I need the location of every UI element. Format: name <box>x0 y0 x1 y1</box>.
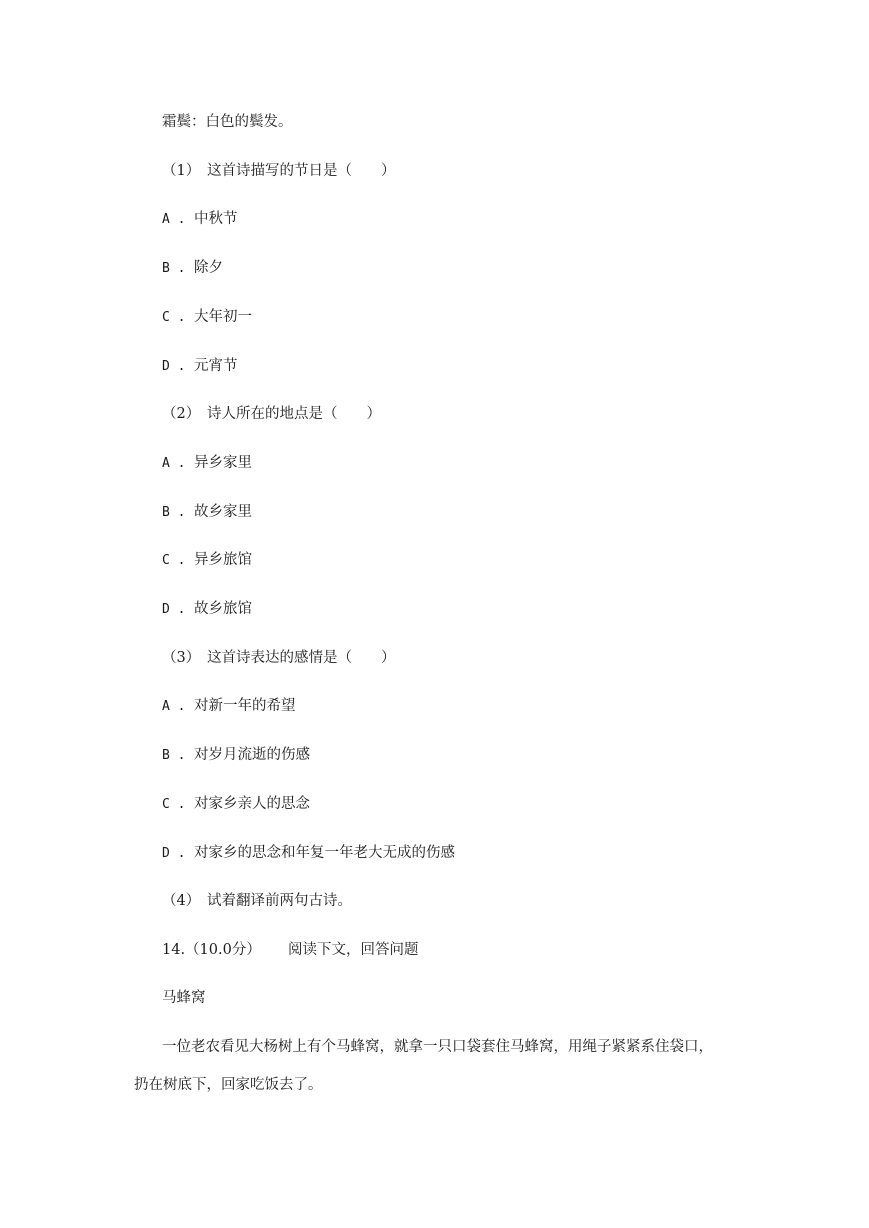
question-3-text: 这首诗表达的感情是（ ） <box>207 650 396 666</box>
option-letter: D . <box>162 602 186 617</box>
question-2-text: 诗人所在的地点是（ ） <box>207 406 381 422</box>
question-2 <box>162 404 381 424</box>
passage-line-2: 扔在树底下，回家吃饭去了。 <box>134 1077 323 1093</box>
option-text: 对家乡亲人的思念 <box>194 796 310 812</box>
question-1-option-d <box>162 356 238 377</box>
question-14-text: 阅读下文，回答问题 <box>288 942 419 958</box>
question-4-text: 试着翻译前两句古诗。 <box>207 893 352 909</box>
question-3-option-a <box>162 696 296 717</box>
question-4-number: （4） <box>162 893 201 909</box>
option-text: 元宵节 <box>194 358 238 374</box>
question-3-option-b <box>162 745 310 766</box>
question-3 <box>162 648 396 668</box>
question-1-option-c <box>162 307 252 328</box>
question-14-number: 14.（10.0分） <box>162 942 261 958</box>
question-2-number: （2） <box>162 406 201 422</box>
option-letter: D . <box>162 359 186 374</box>
option-letter: B . <box>162 505 186 520</box>
question-4 <box>162 891 352 911</box>
option-letter: A . <box>162 212 186 227</box>
option-letter: B . <box>162 261 186 276</box>
option-letter: B . <box>162 748 186 763</box>
option-text: 中秋节 <box>194 211 238 227</box>
option-letter: A . <box>162 699 186 714</box>
question-1-option-b <box>162 258 223 279</box>
option-letter: C . <box>162 310 186 325</box>
passage-title: 马蜂窝 <box>162 990 206 1006</box>
annotation-note: 霜鬓：白色的鬓发。 <box>162 114 293 130</box>
question-1-option-a <box>162 209 238 230</box>
option-letter: A . <box>162 456 186 471</box>
question-3-number: （3） <box>162 650 201 666</box>
passage-line-1: 一位老农看见大杨树上有个马蜂窝，就拿一只口袋套住马蜂窝，用绳子紧紧系住袋口， <box>162 1039 713 1055</box>
question-2-option-b <box>162 502 252 523</box>
option-text: 故乡家里 <box>194 504 252 520</box>
option-text: 大年初一 <box>194 309 252 325</box>
option-text: 异乡旅馆 <box>194 552 252 568</box>
option-text: 对新一年的希望 <box>194 698 296 714</box>
question-2-option-c <box>162 550 252 571</box>
question-2-option-a <box>162 453 252 474</box>
option-text: 对岁月流逝的伤感 <box>194 747 310 763</box>
question-3-option-c <box>162 794 310 815</box>
option-letter: C . <box>162 797 186 812</box>
option-letter: C . <box>162 553 186 568</box>
question-2-option-d <box>162 599 252 620</box>
option-text: 除夕 <box>194 260 223 276</box>
question-1-text: 这首诗描写的节日是（ ） <box>207 163 396 179</box>
option-text: 对家乡的思念和年复一年老大无成的伤感 <box>194 845 455 861</box>
question-1-number: （1） <box>162 163 201 179</box>
option-text: 故乡旅馆 <box>194 601 252 617</box>
question-3-option-d <box>162 843 455 864</box>
option-text: 异乡家里 <box>194 455 252 471</box>
option-letter: D . <box>162 846 186 861</box>
question-14-header <box>162 940 419 960</box>
question-1 <box>162 161 396 181</box>
